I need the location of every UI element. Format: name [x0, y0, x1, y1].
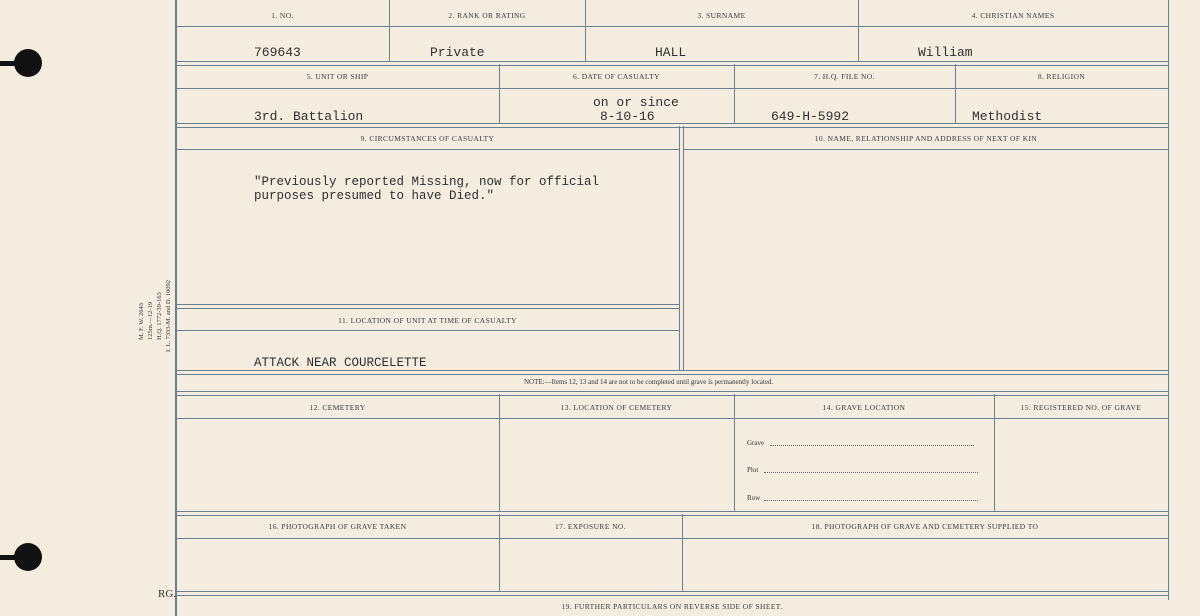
grave-label: Grave — [747, 439, 765, 447]
side-print-line1: M. F. W. 2643 — [138, 302, 145, 340]
footer-mark: RG. — [158, 588, 177, 600]
row2-header-rule — [176, 88, 1168, 89]
header-registered-no: 15. REGISTERED NO. OF GRAVE — [1020, 403, 1142, 412]
header-further-particulars: 19. FURTHER PARTICULARS ON REVERSE SIDE OF SHEET. — [561, 602, 783, 611]
value-location: ATTACK NEAR COURCELETTE — [254, 356, 427, 370]
value-number: 769643 — [254, 45, 301, 60]
punch-hole-bottom-tail — [0, 555, 18, 560]
row1-bottom-rule — [176, 61, 1168, 66]
header-file-no: 7. H.Q. FILE NO. — [814, 72, 875, 81]
header-grave-location: 14. GRAVE LOCATION — [822, 403, 906, 412]
header-no: 1. NO. — [271, 11, 294, 20]
kin-header-rule — [684, 149, 1168, 150]
header-photograph-supplied: 18. PHOTOGRAPH OF GRAVE AND CEMETERY SUPPLIED TO — [811, 522, 1039, 531]
header-date: 6. DATE OF CASUALTY — [573, 72, 660, 81]
header-rank: 2. RANK OR RATING — [448, 11, 526, 20]
value-circumstances-line2: purposes presumed to have Died." — [254, 189, 495, 203]
row3-bottom-rule — [176, 370, 1168, 375]
grave-dotted-line — [770, 445, 974, 446]
punch-hole-top — [14, 49, 42, 77]
header-christian-names: 4. CHRISTIAN NAMES — [971, 11, 1055, 20]
header-location: 11. LOCATION OF UNIT AT TIME OF CASUALTY — [338, 316, 517, 325]
location-top-rule — [176, 304, 679, 309]
row5-header-rule — [176, 538, 1168, 539]
note-text: NOTE:—Items 12, 13 and 14 are not to be completed until grave is permanently located. — [524, 378, 774, 386]
value-date-line1: on or since — [593, 95, 679, 110]
value-religion: Methodist — [972, 109, 1043, 124]
row4-header-rule — [176, 418, 1168, 419]
header-next-of-kin: 10. NAME, RELATIONSHIP AND ADDRESS OF NEXT OF KIN — [814, 134, 1038, 143]
value-surname: HALL — [655, 45, 687, 60]
value-unit: 3rd. Battalion — [254, 109, 364, 124]
header-unit: 5. UNIT OR SHIP — [306, 72, 369, 81]
row3-divider-left — [679, 126, 680, 370]
value-file-no: 649-H-5992 — [771, 109, 850, 124]
row-dotted-line — [764, 500, 978, 501]
header-surname: 3. SURNAME — [697, 11, 746, 20]
circumstances-header-rule — [176, 149, 679, 150]
row1-header-rule — [176, 26, 1168, 27]
value-circumstances-line1: "Previously reported Missing, now for official — [254, 175, 600, 189]
note-bottom-rule — [176, 391, 1168, 396]
header-location-of-cemetery: 13. LOCATION OF CEMETERY — [560, 403, 673, 412]
row5-bottom-rule — [176, 591, 1168, 596]
row4-bottom-rule — [176, 511, 1168, 516]
side-print-line4: I. L. 7333-M. and D. 10092 — [165, 279, 172, 352]
header-religion: 8. RELIGION — [1037, 72, 1086, 81]
plot-label: Plot — [747, 466, 759, 474]
value-rank: Private — [430, 45, 485, 60]
header-circumstances: 9. CIRCUMSTANCES OF CASUALTY — [360, 134, 495, 143]
row1-divider-a — [389, 0, 390, 62]
punch-hole-bottom — [14, 543, 42, 571]
side-print-line3: H.Q. 1772-39-163 — [156, 292, 163, 340]
punch-hole-top-tail — [0, 61, 18, 66]
header-exposure-no: 17. EXPOSURE NO. — [555, 522, 626, 531]
row1-divider-b — [585, 0, 586, 62]
side-print-line2: 125m.—12-19 — [147, 301, 154, 340]
value-date-line2: 8-10-16 — [600, 109, 655, 124]
row-label: Row — [747, 494, 761, 502]
header-cemetery: 12. CEMETERY — [309, 403, 366, 412]
value-christian-names: William — [918, 45, 973, 60]
row3-divider-right — [683, 126, 684, 370]
location-header-rule — [176, 330, 679, 331]
right-edge-line — [1168, 0, 1169, 600]
plot-dotted-line — [764, 472, 978, 473]
row1-divider-c — [858, 0, 859, 62]
header-photograph-taken: 16. PHOTOGRAPH OF GRAVE TAKEN — [268, 522, 407, 531]
